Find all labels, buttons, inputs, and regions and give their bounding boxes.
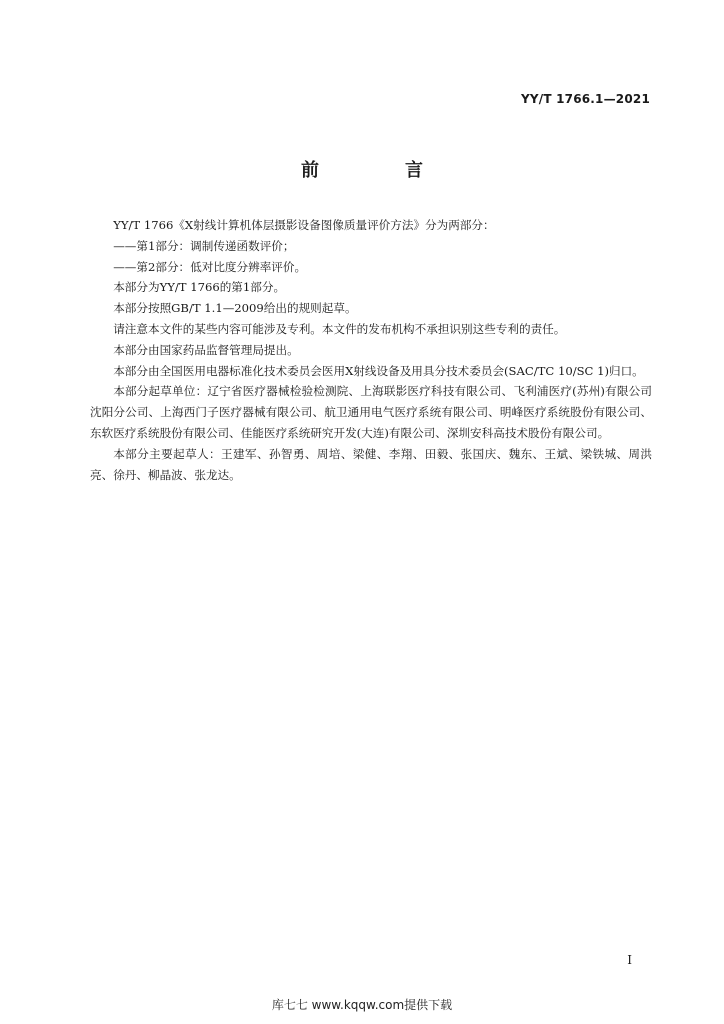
preface-content — [90, 215, 652, 485]
paragraph-proposed-by: 本部分由国家药品监督管理局提出。 — [113, 342, 299, 357]
standard-code: YY/T 1766.1—2021 — [520, 92, 650, 106]
download-footer: 库七七 www.kqqw.com提供下载 — [271, 998, 453, 1012]
list-item-part-1: ——第1部分：调制传递函数评价； — [113, 238, 295, 253]
paragraph-intro: YY/T 1766《X射线计算机体层摄影设备图像质量评价方法》分为两部分： — [113, 218, 495, 232]
page-title: 前 言 — [301, 160, 457, 181]
list-item-part-2: ——第2部分：低对比度分辨率评价。 — [113, 259, 307, 274]
paragraph-drafters: 本部分主要起草人：王建军、孙智勇、周培、梁健、李翔、田毅、张国庆、魏东、王斌、梁铁城、周洪亮、徐丹、柳晶波、张龙达。 — [90, 446, 652, 482]
page-number: I — [627, 953, 632, 967]
paragraph-part-statement: 本部分为YY/T 1766的第1部分。 — [113, 280, 286, 295]
paragraph-centralized-by: 本部分由全国医用电器标准化技术委员会医用X射线设备及用具分技术委员会(SAC/TC 10/SC 1)归口。 — [113, 363, 644, 378]
paragraph-drafting-units: 本部分起草单位：辽宁省医疗器械检验检测院、上海联影医疗科技有限公司、飞利浦医疗(苏州)有限公司沈阳分公司、上海西门子医疗器械有限公司、航卫通用电气医疗系统有限公司、明峰医疗系统股份有限公司、东软医疗系统股份有限公司、佳能医疗系统研究开发(大连)有限公司、深圳安科高技术股份有限公司。 — [90, 384, 652, 440]
paragraph-patent-notice: 请注意本文件的某些内容可能涉及专利。本文件的发布机构不承担识别这些专利的责任。 — [113, 321, 566, 336]
paragraph-drafting-rules: 本部分按照GB/T 1.1—2009给出的规则起草。 — [113, 301, 357, 316]
